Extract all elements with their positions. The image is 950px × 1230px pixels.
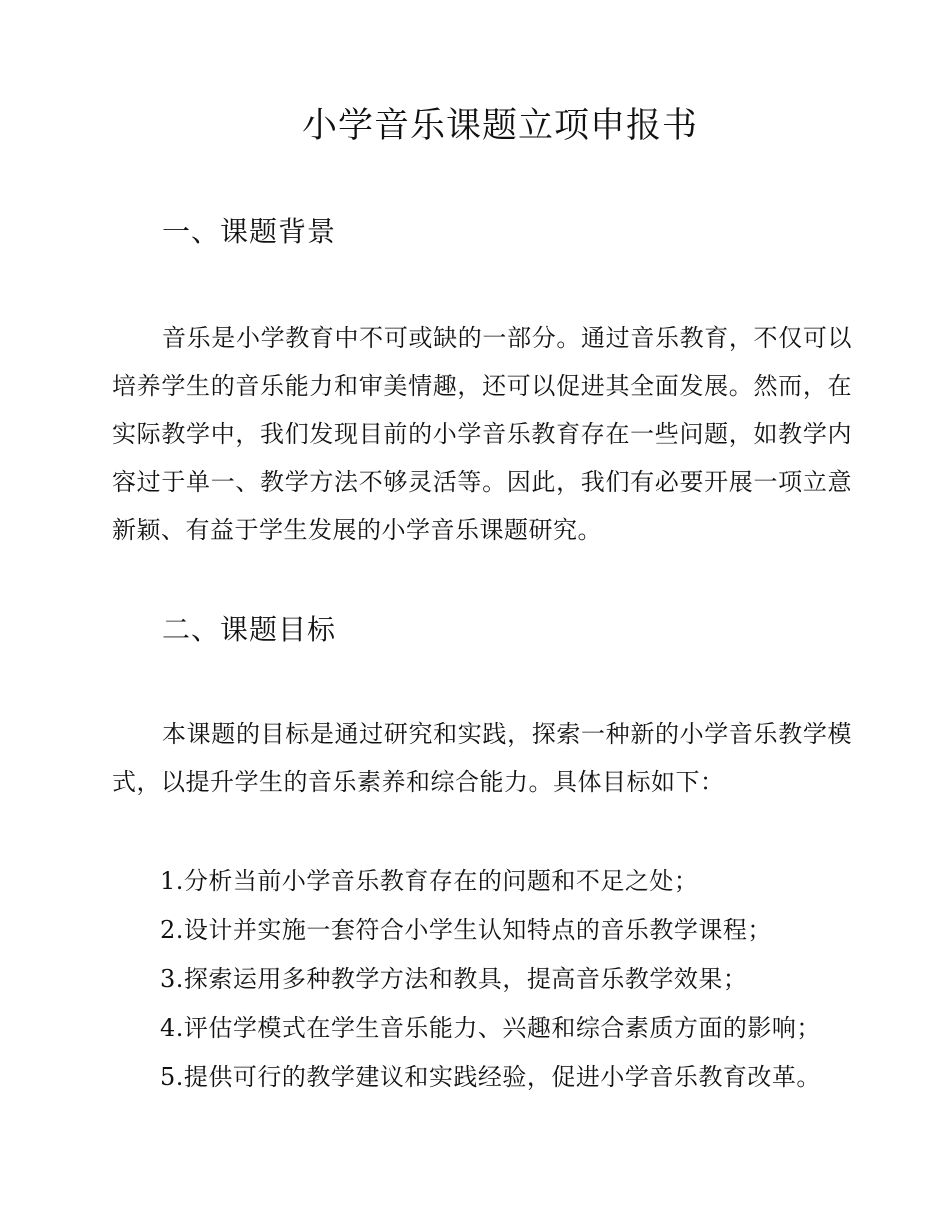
goal-item-4: 4.评估学模式在学生音乐能力、兴趣和综合素质方面的影响； — [160, 1014, 821, 1042]
goals-intro-paragraph: 本课题的目标是通过研究和实践，探索一种新的小学音乐教学模式，以提升学生的音乐素养和综合能力。具体目标如下： — [112, 720, 852, 796]
section-heading-background: 一、课题背景 — [162, 215, 337, 248]
goal-item-5: 5.提供可行的教学建议和实践经验，促进小学音乐教育改革。 — [160, 1063, 821, 1091]
goal-item-3: 3.探索运用多种教学方法和教具，提高音乐教学效果； — [160, 965, 748, 993]
section-heading-goals: 二、课题目标 — [162, 613, 337, 646]
goal-item-2: 2.设计并实施一套符合小学生认知特点的音乐教学课程； — [160, 916, 772, 944]
document-title: 小学音乐课题立项申报书 — [301, 106, 698, 146]
background-paragraph: 音乐是小学教育中不可或缺的一部分。通过音乐教育，不仅可以培养学生的音乐能力和审美情趣，还可以促进其全面发展。然而，在实际教学中，我们发现目前的小学音乐教育存在一些问题，如教学内容过于单一、教学方法不够灵活等。因此，我们有必要开展一项立意新颖、有益于学生发展的小学音乐课题研究。 — [112, 324, 852, 544]
goals-list — [160, 857, 860, 1102]
goal-item-1: 1.分析当前小学音乐教育存在的问题和不足之处； — [160, 867, 699, 895]
